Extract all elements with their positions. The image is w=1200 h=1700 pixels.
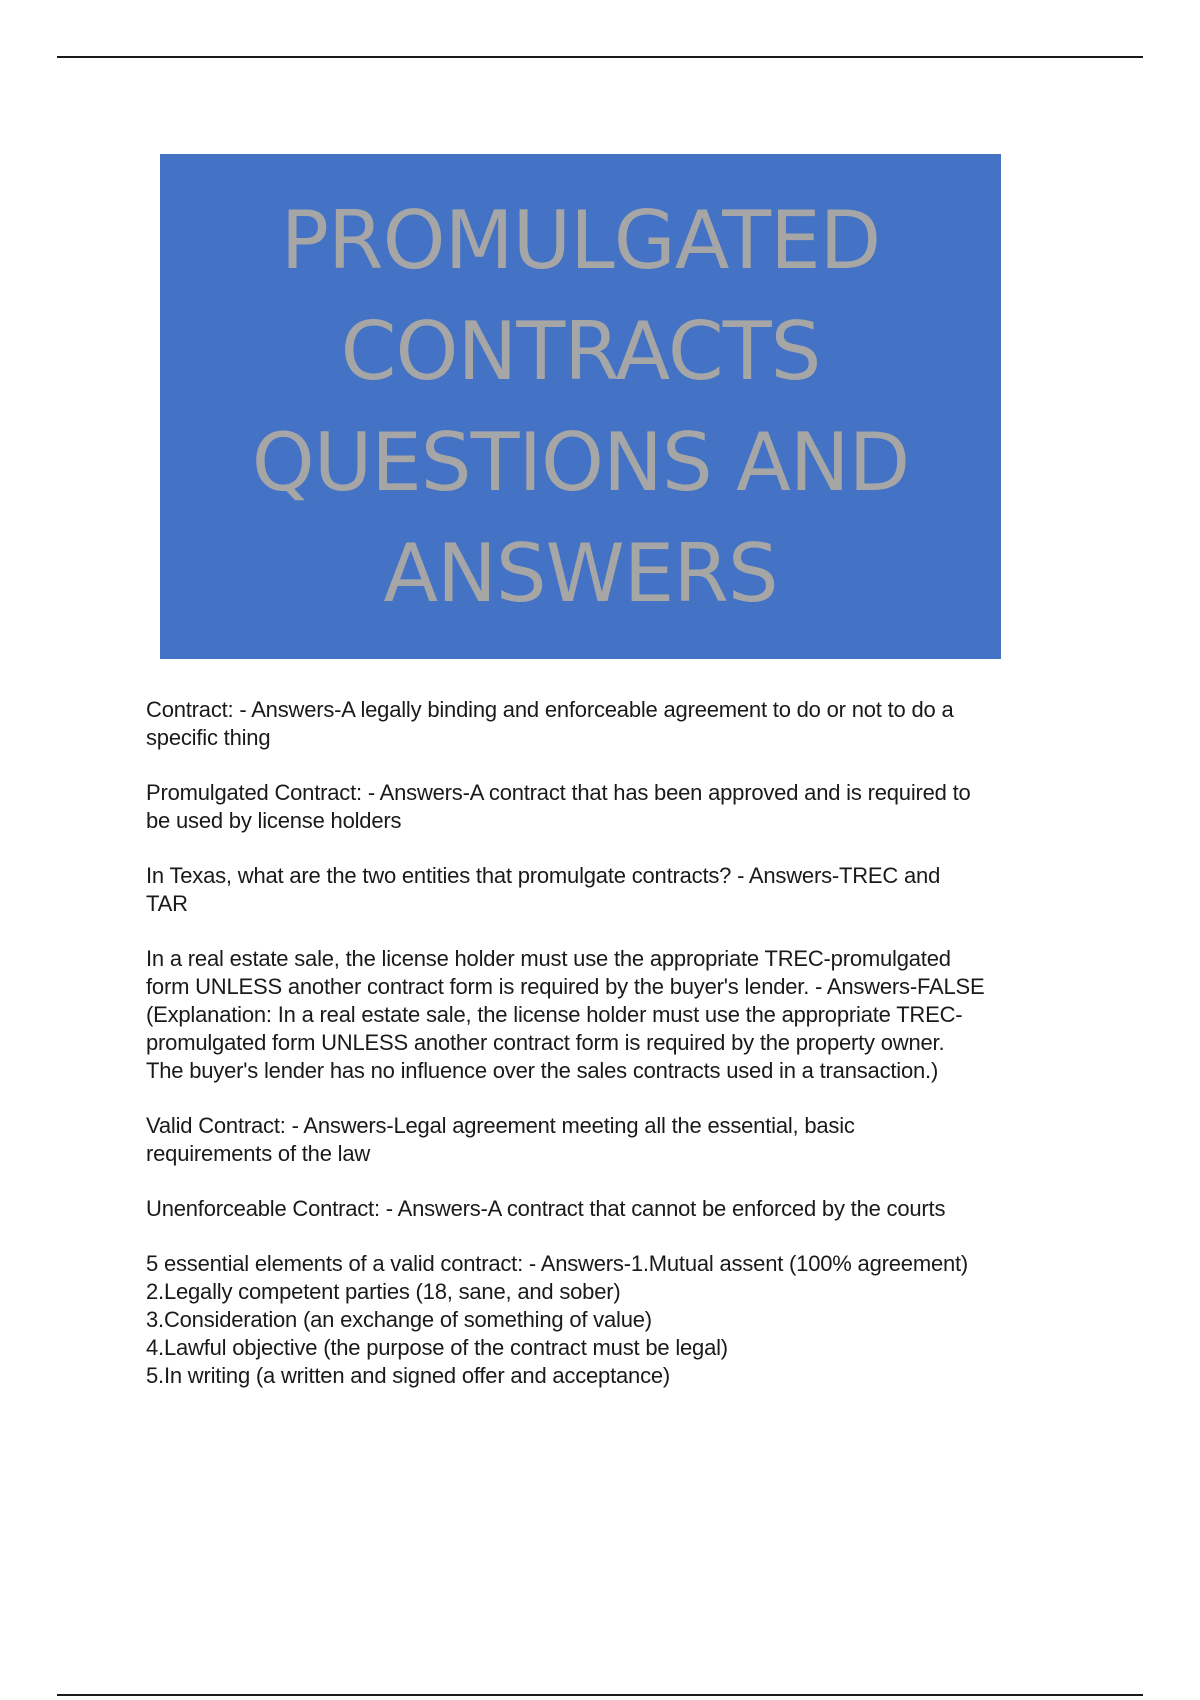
qa-entry-essential-elements [146,1250,1106,1390]
qa-line: specific thing [146,725,271,750]
bottom-rule [57,1694,1143,1696]
top-rule [57,56,1143,58]
qa-line: TAR [146,891,188,916]
qa-line: promulgated form UNLESS another contract form is required by the property owner. [146,1030,945,1055]
cover-title-line: ANSWERS [383,526,778,620]
qa-entry-texas-entities [146,862,1106,918]
cover-title-line: QUESTIONS AND [251,415,910,509]
qa-line: Unenforceable Contract: - Answers-A contract that cannot be enforced by the courts [146,1196,946,1221]
qa-line: Promulgated Contract: - Answers-A contract that has been approved and is required to [146,780,971,805]
qa-line: form UNLESS another contract form is required by the buyer's lender. - Answers-FALSE [146,974,985,999]
qa-line: 5.In writing (a written and signed offer and acceptance) [146,1363,671,1388]
qa-line: 4.Lawful objective (the purpose of the contract must be legal) [146,1335,728,1360]
qa-line: 5 essential elements of a valid contract: - Answers-1.Mutual assent (100% agreement) [146,1251,969,1276]
cover-banner [160,154,1001,659]
qa-line: In Texas, what are the two entities that promulgate contracts? - Answers-TREC and [146,863,941,888]
qa-list [146,696,1106,1417]
qa-entry-trec-form [146,945,1106,1085]
qa-entry-unenforceable-contract [146,1195,1106,1223]
qa-line: (Explanation: In a real estate sale, the license holder must use the appropriate TREC- [146,1002,963,1027]
qa-entry-promulgated-contract [146,779,1106,835]
qa-line: In a real estate sale, the license holder must use the appropriate TREC-promulgated [146,946,951,971]
qa-line: be used by license holders [146,808,402,833]
qa-line: 3.Consideration (an exchange of something of value) [146,1307,652,1332]
qa-line: Contract: - Answers-A legally binding and enforceable agreement to do or not to do a [146,697,954,722]
qa-line: The buyer's lender has no influence over the sales contracts used in a transaction.) [146,1058,939,1083]
qa-entry-valid-contract [146,1112,1106,1168]
qa-line: requirements of the law [146,1141,371,1166]
cover-title-line: PROMULGATED [280,193,881,287]
qa-line: Valid Contract: - Answers-Legal agreement meeting all the essential, basic [146,1113,855,1138]
cover-title-line: CONTRACTS [340,304,821,398]
qa-line: 2.Legally competent parties (18, sane, and sober) [146,1279,621,1304]
qa-entry-contract [146,696,1106,752]
